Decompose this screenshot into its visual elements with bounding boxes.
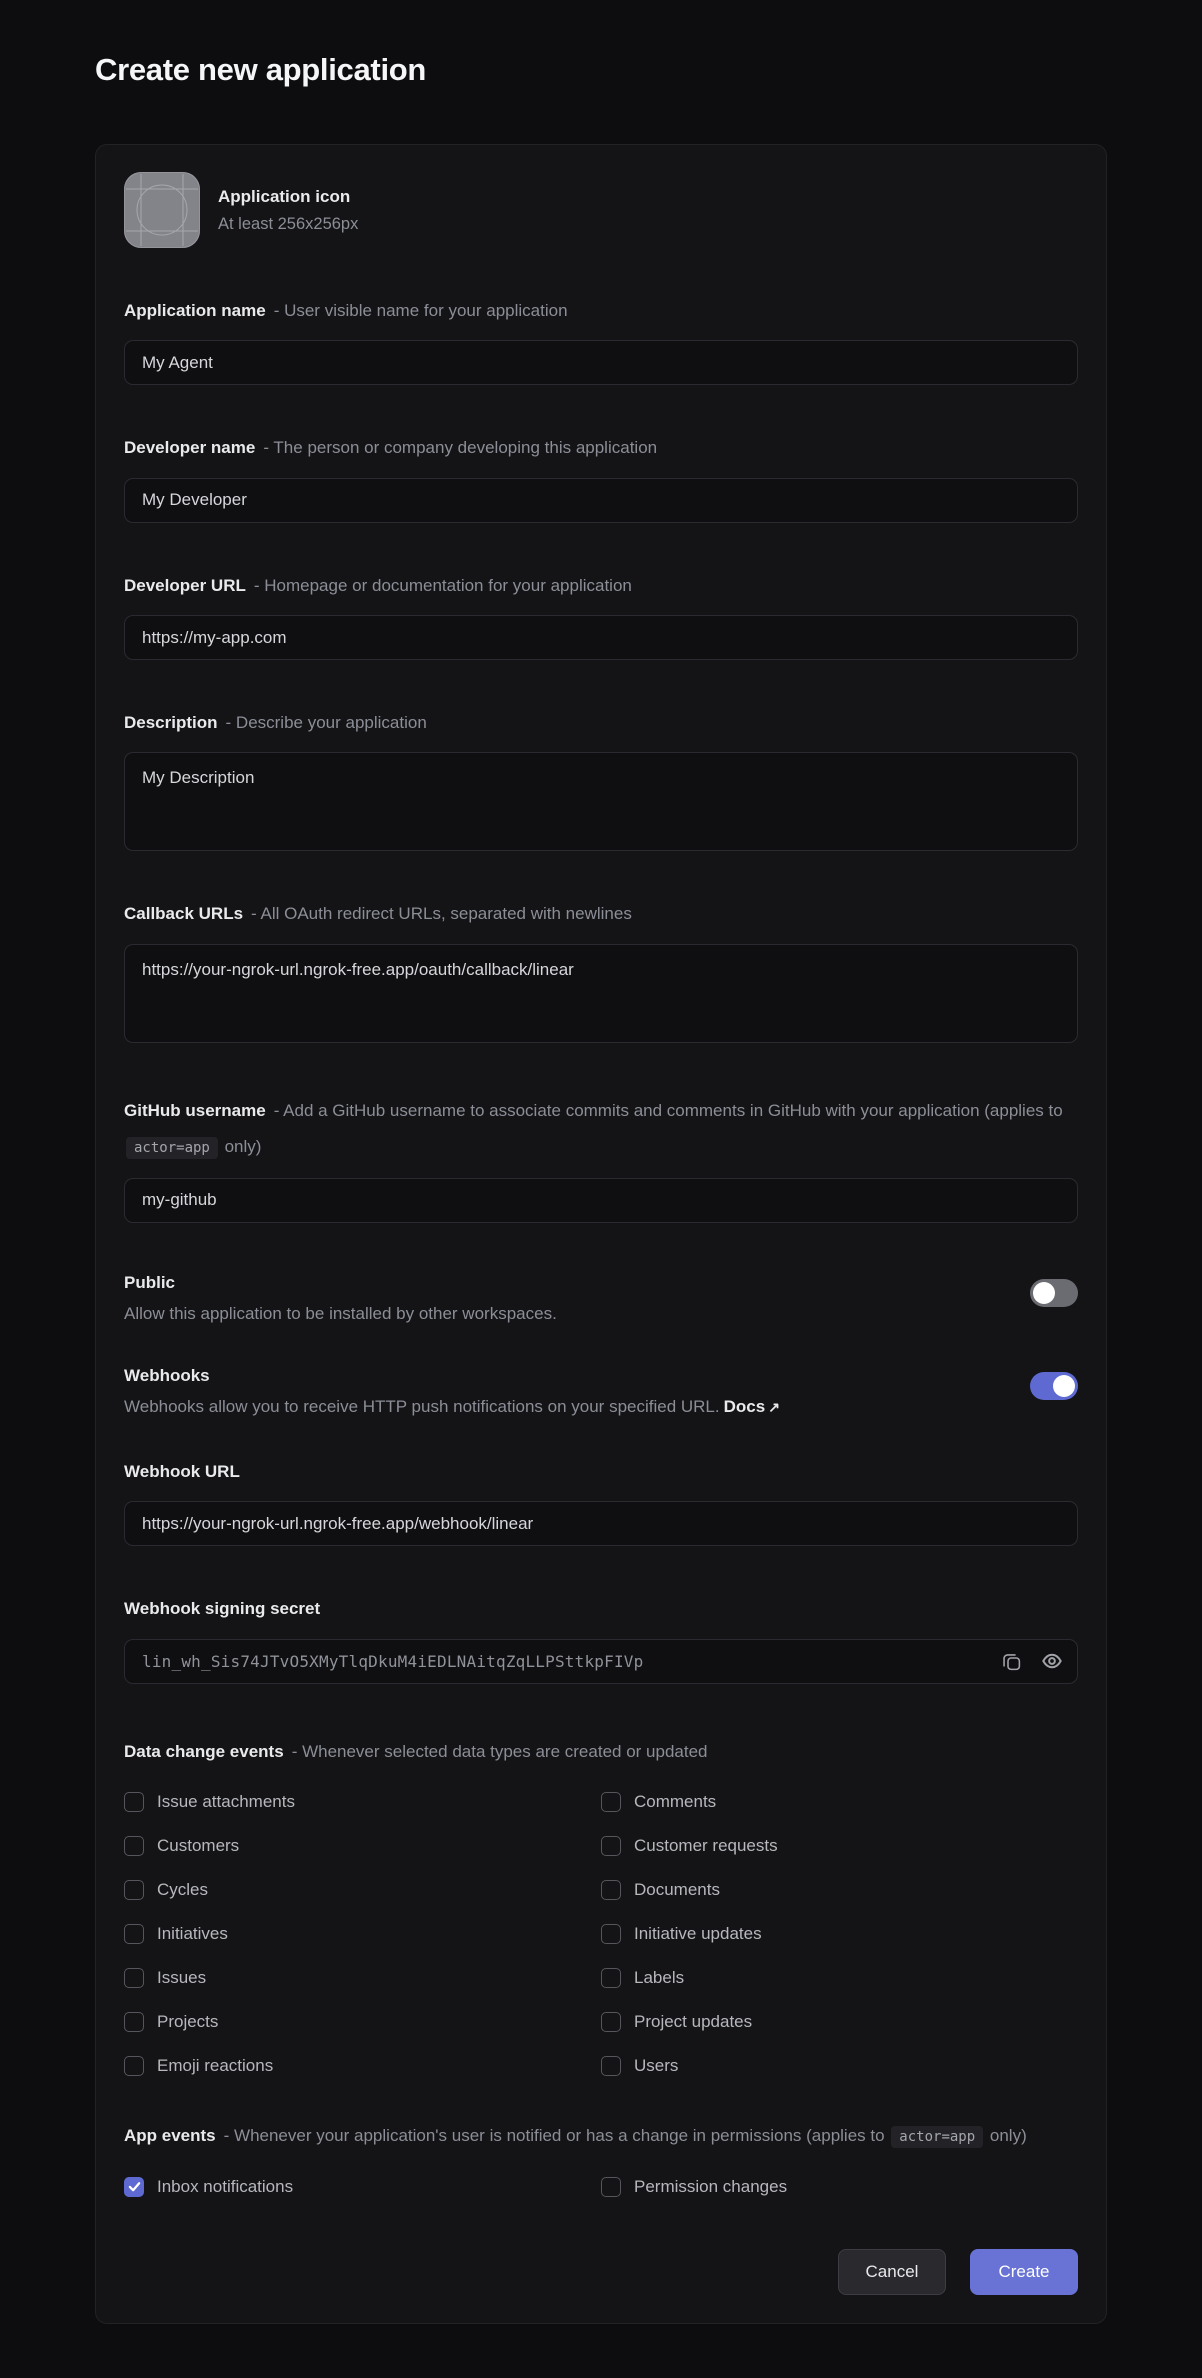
checkbox-box[interactable] <box>601 1880 621 1900</box>
page-title: Create new application <box>95 52 427 87</box>
webhooks-toggle-row <box>124 1366 1078 1417</box>
developer-name-field <box>124 435 1078 522</box>
section-hint-text: - Whenever your application's user is notified or has a change in permissions (applies to <box>223 2126 885 2146</box>
docs-link-label: Docs <box>723 1396 766 1416</box>
checkbox-labels[interactable] <box>601 1968 1078 1988</box>
checkbox-label: Permission changes <box>634 2176 788 2196</box>
application-name-field <box>124 298 1078 385</box>
checkbox-label: Inbox notifications <box>157 2176 294 2196</box>
description-label <box>124 710 1078 736</box>
checkbox-permission-changes[interactable] <box>601 2177 1078 2197</box>
checkbox-label: Initiatives <box>157 1924 228 1944</box>
checkbox-initiative-updates[interactable] <box>601 1924 1078 1944</box>
webhook-signing-secret-field <box>124 1596 1078 1683</box>
webhook-signing-secret-input[interactable] <box>124 1639 1078 1684</box>
checkbox-inbox-notifications[interactable] <box>124 2177 601 2197</box>
developer-name-label <box>124 435 1078 461</box>
field-label-text: Webhook signing secret <box>124 1599 321 1619</box>
checkbox-label: Initiative updates <box>634 1924 762 1944</box>
checkbox-box[interactable] <box>124 2056 144 2076</box>
public-toggle-row <box>124 1273 1078 1324</box>
field-hint-text: - Describe your application <box>225 713 427 733</box>
webhook-signing-secret-value: lin_wh_Sis74JTvO5XMyTlqDkuM4iEDLNAitqZqLLPSttkpFIVp <box>142 1651 644 1671</box>
developer-url-label <box>124 573 1078 599</box>
checkbox-label: Customer requests <box>634 1836 778 1856</box>
field-label-text: Developer URL <box>124 575 246 595</box>
app-events-header <box>124 2118 1078 2155</box>
github-username-field <box>124 1093 1078 1223</box>
field-label-text: GitHub username <box>124 1100 266 1120</box>
icon-uploader-subtitle: At least 256x256px <box>218 214 359 233</box>
cancel-button[interactable]: Cancel <box>838 2249 946 2295</box>
checkbox-box[interactable] <box>601 2012 621 2032</box>
webhook-url-field <box>124 1459 1078 1546</box>
checkbox-documents[interactable] <box>601 1880 1078 1900</box>
reveal-secret-button[interactable] <box>1041 1650 1063 1672</box>
app-events-section <box>124 2118 1078 2197</box>
application-name-label <box>124 298 1078 324</box>
external-link-arrow-icon: ↗ <box>768 1398 780 1415</box>
data-change-events-grid <box>124 1792 1078 2076</box>
checkbox-box[interactable] <box>124 1836 144 1856</box>
public-label: Public <box>124 1272 176 1292</box>
field-label-text: Description <box>124 713 218 733</box>
checkbox-box[interactable] <box>601 1924 621 1944</box>
github-username-input[interactable] <box>124 1178 1078 1223</box>
copy-icon <box>1001 1651 1022 1672</box>
section-label-text: Data change events <box>124 1741 284 1761</box>
field-hint-text: - Homepage or documentation for your application <box>253 575 632 595</box>
webhook-url-label <box>124 1459 1078 1485</box>
public-description: Allow this application to be installed by other workspaces. <box>124 1303 557 1323</box>
developer-url-input[interactable] <box>124 615 1078 660</box>
page <box>95 0 1107 2324</box>
github-username-label <box>124 1093 1078 1166</box>
actor-app-chip: actor=app <box>891 2126 983 2148</box>
checkbox-label: Labels <box>634 1968 685 1988</box>
checkbox-project-updates[interactable] <box>601 2012 1078 2032</box>
create-button[interactable]: Create <box>970 2249 1078 2295</box>
field-hint-text: - Add a GitHub username to associate commits and comments in GitHub with your application (applies to <box>273 1100 1063 1120</box>
checkbox-label: Comments <box>634 1792 717 1812</box>
webhook-url-input[interactable] <box>124 1501 1078 1546</box>
checkbox-label: Users <box>634 2056 679 2076</box>
section-hint-text: only) <box>989 2126 1027 2146</box>
callback-urls-field <box>124 901 1078 1042</box>
data-change-events-header <box>124 1734 1078 1771</box>
description-textarea[interactable] <box>124 752 1078 851</box>
section-hint-text: - Whenever selected data types are created or updated <box>291 1741 708 1761</box>
field-label-text: Callback URLs <box>124 904 244 924</box>
callback-urls-textarea[interactable] <box>124 944 1078 1043</box>
actor-app-chip: actor=app <box>126 1137 218 1159</box>
data-change-events-section <box>124 1734 1078 2077</box>
checkbox-box[interactable] <box>601 1836 621 1856</box>
checkbox-label: Emoji reactions <box>157 2056 274 2076</box>
field-hint-text: - All OAuth redirect URLs, separated with newlines <box>251 904 632 924</box>
copy-secret-button[interactable] <box>1001 1651 1022 1672</box>
create-application-form <box>95 144 1107 2324</box>
checkbox-label: Issues <box>157 1968 207 1988</box>
checkbox-label: Documents <box>634 1880 720 1900</box>
field-label-text: Application name <box>124 301 266 320</box>
description-field <box>124 710 1078 851</box>
checkbox-box[interactable] <box>601 2177 621 2197</box>
webhooks-toggle[interactable] <box>1030 1372 1078 1400</box>
checkbox-box[interactable] <box>601 1792 621 1812</box>
field-label-text: Webhook URL <box>124 1461 240 1481</box>
checkbox-customer-requests[interactable] <box>601 1836 1078 1856</box>
webhooks-label: Webhooks <box>124 1365 210 1385</box>
callback-urls-label <box>124 901 1078 927</box>
webhooks-description <box>124 1397 780 1417</box>
application-icon-uploader <box>124 172 1078 248</box>
docs-link[interactable] <box>724 1397 780 1416</box>
section-label-text: App events <box>124 2126 216 2146</box>
checkbox-issue-attachments[interactable] <box>124 1792 601 1812</box>
public-toggle[interactable] <box>1030 1279 1078 1307</box>
developer-url-field <box>124 573 1078 660</box>
toggle-knob <box>1053 1375 1075 1397</box>
checkbox-cycles[interactable] <box>124 1880 601 1900</box>
checkbox-users[interactable] <box>601 2056 1078 2076</box>
checkbox-box[interactable] <box>124 1968 144 1988</box>
field-hint-text: - The person or company developing this application <box>263 438 658 458</box>
field-label-text: Developer name <box>124 438 256 458</box>
checkbox-label: Cycles <box>157 1880 209 1900</box>
webhooks-description-text: Webhooks allow you to receive HTTP push notifications on your specified URL. <box>124 1396 720 1416</box>
app-events-grid <box>124 2177 1078 2197</box>
checkbox-box[interactable] <box>601 1968 621 1988</box>
checkbox-label: Issue attachments <box>157 1792 295 1812</box>
checkbox-box[interactable] <box>124 1880 144 1900</box>
webhook-signing-secret-label <box>124 1596 1078 1622</box>
checkbox-box[interactable] <box>124 1924 144 1944</box>
checkbox-projects[interactable] <box>124 2012 601 2032</box>
application-icon-placeholder-icon[interactable] <box>124 172 200 248</box>
developer-name-input[interactable] <box>124 478 1078 523</box>
check-icon <box>128 2180 141 2193</box>
checkbox-initiatives[interactable] <box>124 1924 601 1944</box>
checkbox-box[interactable] <box>124 2012 144 2032</box>
toggle-knob <box>1033 1282 1055 1304</box>
checkbox-box[interactable] <box>601 2056 621 2076</box>
checkbox-label: Project updates <box>634 2012 753 2032</box>
checkbox-label: Customers <box>157 1836 240 1856</box>
checkbox-emoji-reactions[interactable] <box>124 2056 601 2076</box>
eye-icon <box>1041 1650 1063 1672</box>
checkbox-box[interactable] <box>124 2177 144 2197</box>
field-hint-text: - User visible name for your application <box>273 301 568 320</box>
checkbox-label: Projects <box>157 2012 219 2032</box>
checkbox-customers[interactable] <box>124 1836 601 1856</box>
checkbox-comments[interactable] <box>601 1792 1078 1812</box>
icon-uploader-title: Application icon <box>218 186 351 206</box>
checkbox-issues[interactable] <box>124 1968 601 1988</box>
form-footer <box>124 2249 1078 2295</box>
checkbox-box[interactable] <box>124 1792 144 1812</box>
field-hint-text: only) <box>224 1137 262 1157</box>
application-name-input[interactable] <box>124 340 1078 385</box>
